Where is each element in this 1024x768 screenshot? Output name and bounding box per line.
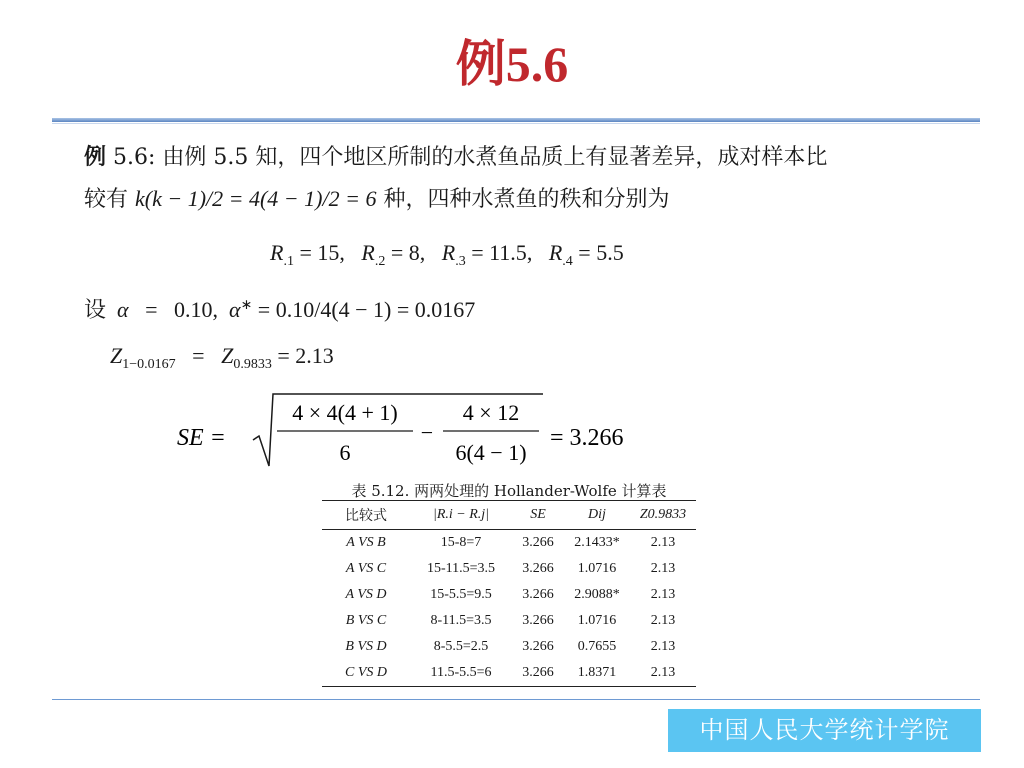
table-caption: 表 5.12. 两两处理的 Hollander-Wolfe 计算表: [351, 482, 667, 500]
header-rank-diff: |R.i − R.j|: [432, 507, 490, 522]
table-row: B VS D 8-5.5=2.5 3.266 0.7655 2.13: [345, 639, 676, 654]
header-se: SE: [530, 507, 546, 522]
header-comparison: 比较式: [345, 509, 387, 524]
table-row: B VS C 8-11.5=3.5 3.266 1.0716 2.13: [345, 613, 676, 628]
alpha-line: 设 α = 0.10, α∗ = 0.10/4(4 − 1) = 0.0167: [84, 297, 476, 323]
header-dij: Dij: [588, 507, 606, 522]
fraction1-denominator: 6: [339, 440, 351, 465]
hollander-wolfe-table: [322, 500, 696, 687]
table-header-row: [322, 501, 696, 530]
fraction2-denominator: 6(4 − 1): [455, 440, 527, 465]
fraction2-numerator: 4 × 12: [462, 400, 520, 425]
z-critical-line: $Z_{1-0.0167}$ = $Z_{0.9833} = 2.13$: [110, 343, 334, 372]
rank-sum-2: $R_{.2} = 8$,: [361, 240, 437, 269]
fraction1-numerator: 4 × 4(4 + 1): [292, 400, 398, 425]
table-row: A VS D 15-5.5=9.5 3.266 2.9088* 2.13: [345, 587, 676, 602]
minus-sign: −: [420, 420, 434, 445]
table-row: C VS D 11.5-5.5=6 3.266 1.8371 2.13: [322, 660, 696, 687]
combination-formula: k(k − 1)/2 = 4(4 − 1)/2 = 6: [135, 186, 377, 211]
example-label: 例: [84, 144, 107, 170]
se-formula: [177, 390, 647, 470]
slide-title: 例5.6: [455, 34, 569, 93]
paragraph-line-1: 例 5.6: 由例 5.5 知，四个地区所制的水煮鱼品质上有显著差异，成对样本比: [84, 144, 828, 170]
rank-sum-4: $R_{.4} = 5.5$: [548, 240, 624, 269]
table-row: A VS B 15-8=7 3.266 2.1433* 2.13: [346, 535, 676, 550]
se-result: = 3.266: [550, 425, 624, 451]
top-divider-light: [52, 123, 980, 124]
footer-institution-banner: 中国人民大学统计学院: [668, 709, 981, 752]
paragraph-line-2: 较有 k(k − 1)/2 = 4(4 − 1)/2 = 6 种，四种水煮鱼的秩和分别为: [84, 186, 670, 212]
header-z: Z0.9833: [639, 507, 687, 522]
rank-sum-3: $R_{.3} = 11.5$,: [441, 240, 544, 269]
rank-sums-line: [270, 240, 624, 270]
bottom-divider: [52, 699, 980, 700]
table-row: A VS C 15-11.5=3.5 3.266 1.0716 2.13: [345, 561, 676, 576]
top-divider: [52, 118, 980, 122]
se-lhs: SE =: [177, 425, 226, 451]
rank-sum-1: $R_{.1} = 15$,: [270, 240, 356, 269]
